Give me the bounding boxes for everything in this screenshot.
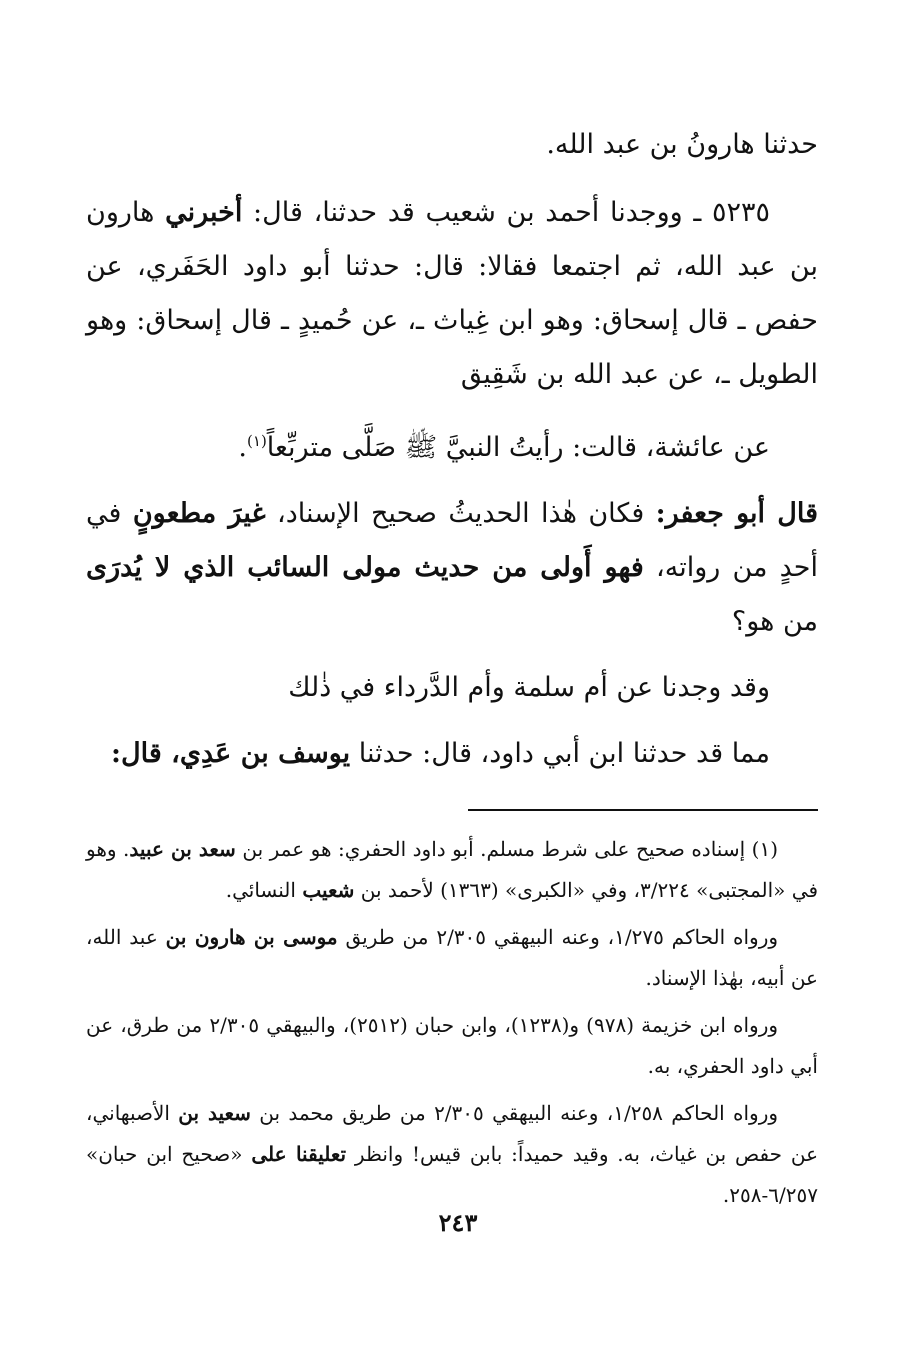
matn-end: .	[238, 432, 248, 463]
isnad-text-2: هارون بن عبد الله، ثم اجتمعا فقالا: قال: حدثنا أبو داود الحَفَري، عن حفص ـ قال إسحاق: وهو ابن غِياث ـ، عن حُميدٍ ـ قال إسحاق: وهو الطويل ـ، عن عبد الله بن شَقِيق	[86, 197, 818, 390]
page-number: ٢٤٣	[438, 1208, 478, 1237]
next-isnad-paragraph	[86, 727, 818, 781]
footnote-ref[interactable]: (١)	[247, 432, 267, 450]
related-text: وقد وجدنا عن أم سلمة وأم الدَّرداء في ذٰلك	[288, 672, 770, 703]
footnote-1-text-2: . وهو في «المجتبى» ٣/٢٢٤، وفي «الكبرى» (١٣٦٣) لأحمد بن	[86, 837, 818, 902]
footnote-1-cont-3	[86, 1005, 818, 1087]
commentary-bold-3: فهو أَولى من حديث مولى السائب الذي لا يُدرَى	[86, 552, 644, 583]
footnote-1-text-1: (١) إسناده صحيح على شرط مسلم. أبو داود الحفري: هو عمر بن	[242, 837, 779, 861]
commentary-text-3: من هو؟	[731, 606, 818, 637]
footnote-4-text-2: الأصبهاني، عن حفص بن غياث، به. وقيد حميداً: بابن قيس! وانظر	[86, 1101, 819, 1166]
footnote-1-text-3: النسائي.	[225, 878, 296, 902]
continuation-text: حدثنا هارونُ بن عبد الله.	[546, 129, 818, 160]
footnote-4-bold-1: سعيد بن	[178, 1101, 251, 1125]
commentary-text-2: في أحدٍ من رواته،	[86, 498, 818, 583]
isnad-text-1: ووجدنا أحمد بن شعيب قد حدثنا، قال:	[253, 197, 683, 228]
hadith-paragraph	[86, 186, 818, 402]
footnotes	[86, 829, 818, 1216]
page-content	[86, 118, 818, 1222]
isnad-bold-1: أخبرني	[165, 197, 243, 228]
commentary-text-1: فكان هٰذا الحديثُ صحيح الإسناد،	[276, 498, 645, 529]
matn-paragraph	[86, 414, 818, 475]
matn-text: عن عائشة، قالت: رأيتُ النبيَّ ﷺ صَلَّى متربِّعاً	[266, 432, 770, 463]
footnote-1	[86, 829, 818, 911]
related-paragraph	[86, 661, 818, 715]
footnote-4-bold-2: تعليقنا على	[251, 1142, 347, 1166]
footnote-1-bold-1: سعد بن عبيد	[129, 837, 236, 861]
footnote-4-text-1: ورواه الحاكم ١/٢٥٨، وعنه البيهقي ٢/٣٠٥ من طريق محمد بن	[259, 1101, 779, 1125]
footnote-1-cont-2	[86, 917, 818, 999]
next-isnad-text: مما قد حدثنا ابن أبي داود، قال: حدثنا	[358, 738, 770, 769]
footnote-4-text-3: «صحيح ابن حبان» ٦/٢٥٧-٢٥٨.	[86, 1142, 818, 1207]
continuation-line	[86, 118, 818, 172]
footnote-2-text-1: ورواه الحاكم ١/٢٧٥، وعنه البيهقي ٢/٣٠٥ من طريق	[345, 925, 779, 949]
footnote-3-text: ورواه ابن خزيمة (٩٧٨) و(١٢٣٨)، وابن حبان (٢٥١٢)، والبيهقي ٢/٣٠٥ من طرق، عن أبي داود الحفري، به.	[86, 1013, 818, 1078]
commentary-bold-2: غيرَ مطعونٍ	[132, 498, 266, 529]
footnote-1-bold-2: شعيب	[302, 878, 355, 902]
main-text	[86, 118, 818, 781]
footnote-2-bold: موسى بن هارون بن	[165, 925, 338, 949]
footnote-2-text-2: عبد الله، عن أبيه، بهٰذا الإسناد.	[86, 925, 818, 990]
commentary-speaker: قال أبو جعفر:	[655, 498, 818, 529]
next-isnad-bold: يوسف بن عَدِي، قال:	[111, 738, 351, 769]
footnote-divider	[468, 809, 818, 811]
commentary-paragraph	[86, 487, 818, 649]
hadith-number: ٥٢٣٥ ـ	[693, 197, 770, 228]
footnote-1-cont-4	[86, 1093, 818, 1216]
